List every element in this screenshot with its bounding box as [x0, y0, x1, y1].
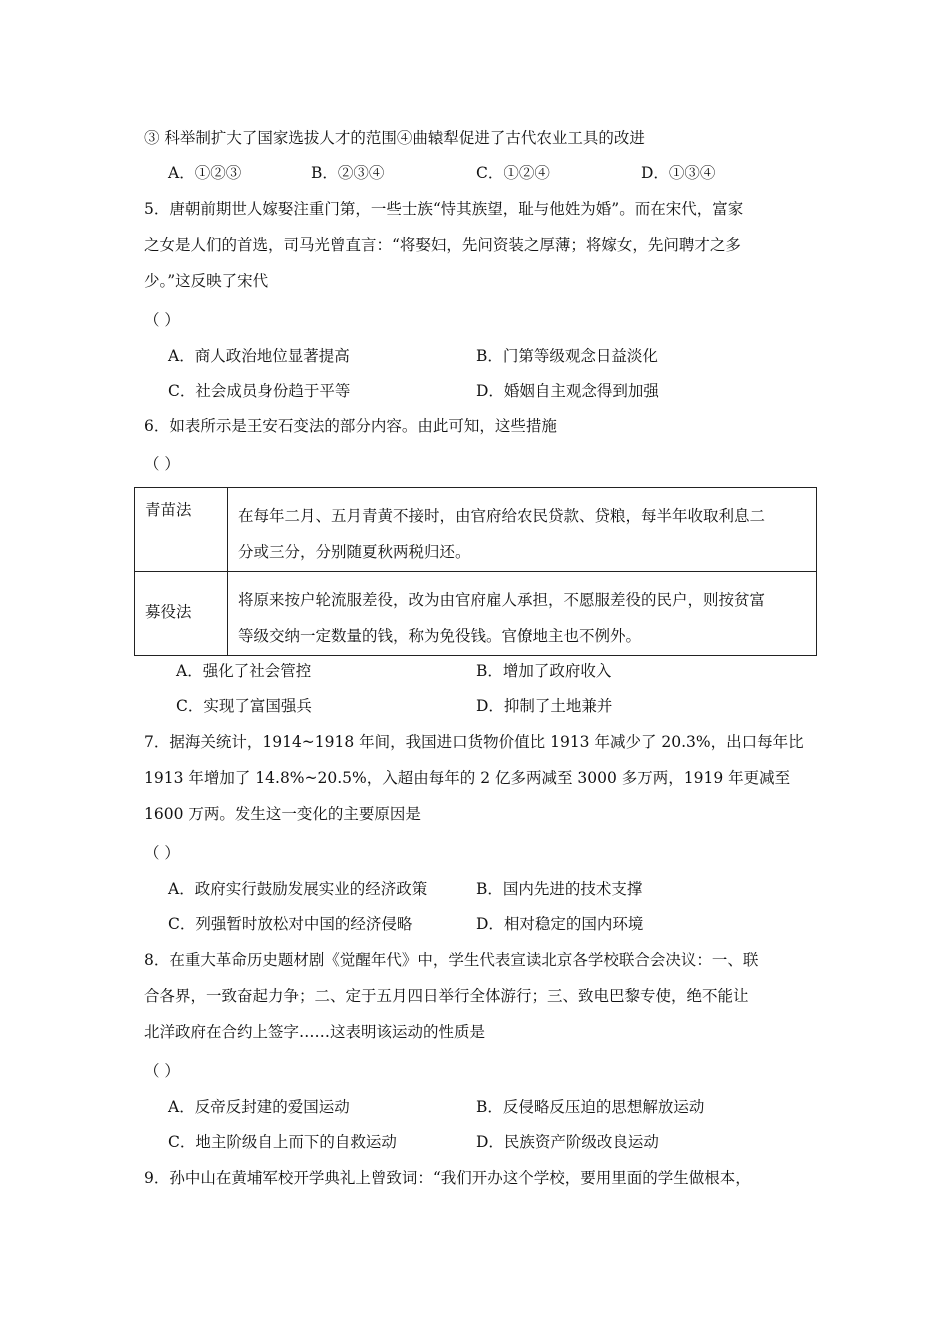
q4-option-b[interactable]: B．②③④ [311, 164, 385, 182]
q8-option-a[interactable]: A．反帝反封建的爱国运动 [168, 1098, 350, 1116]
table-cell-desc-line: 在每年二月、五月青黄不接时，由官府给农民贷款、贷粮，每半年收取利息二 [238, 507, 766, 525]
q4-option-c[interactable]: C．①②④ [476, 164, 550, 182]
table-row [135, 572, 817, 656]
q6-stem: 6．如表所示是王安石变法的部分内容。由此可知，这些措施 [144, 417, 557, 435]
q7-stem-line-3: 1600 万两。发生这一变化的主要原因是 [144, 805, 421, 823]
q8-option-b[interactable]: B．反侵略反压迫的思想解放运动 [476, 1098, 705, 1116]
q5-stem-line-2: 之女是人们的首选，司马光曾直言：“将娶妇，先问资装之厚薄；将嫁女，先问聘才之多 [144, 236, 741, 254]
q5-stem-line-3: 少。”这反映了宋代 [144, 272, 269, 290]
q6-option-a[interactable]: A．强化了社会管控 [176, 662, 312, 680]
q6-answer-blank: （ ） [144, 455, 180, 473]
q7-stem-line-2: 1913 年增加了 14.8%~20.5%，入超由每年的 2 亿多两减至 3000 多万两，1919 年更减至 [144, 769, 791, 787]
table-cell-desc-line: 将原来按户轮流服差役，改为由官府雇人承担，不愿服差役的民户，则按贫富 [238, 591, 766, 609]
q7-option-b[interactable]: B．国内先进的技术支撑 [476, 880, 643, 898]
q9-stem-line-1: 9．孙中山在黄埔军校开学典礼上曾致词：“我们开办这个学校，要用里面的学生做根本， [144, 1169, 751, 1187]
q8-stem-line-3: 北洋政府在合约上签字……这表明该运动的性质是 [144, 1023, 486, 1041]
q4-option-d[interactable]: D．①③④ [641, 164, 716, 182]
q6-option-c[interactable]: C．实现了富国强兵 [176, 697, 312, 715]
q8-answer-blank: （ ） [144, 1062, 180, 1080]
table-cell-name: 募役法 [145, 603, 192, 621]
q7-answer-blank: （ ） [144, 844, 180, 862]
q5-option-a[interactable]: A．商人政治地位显著提高 [168, 347, 350, 365]
q6-option-d[interactable]: D．抑制了土地兼并 [476, 697, 613, 715]
table-row [135, 488, 817, 572]
q4-statement: ③ 科举制扩大了国家选拔人才的范围④曲辕犁促进了古代农业工具的改进 [144, 129, 645, 147]
q5-stem-line-1: 5．唐朝前期世人嫁娶注重门第，一些士族“恃其族望，耻与他姓为婚”。而在宋代，富家 [144, 200, 744, 218]
table-cell-desc-line: 等级交纳一定数量的钱，称为免役钱。官僚地主也不例外。 [238, 627, 642, 645]
reform-table [134, 487, 817, 656]
q5-answer-blank: （ ） [144, 311, 180, 329]
q5-option-c[interactable]: C．社会成员身份趋于平等 [168, 382, 351, 400]
table-cell-desc-line: 分或三分，分别随夏秋两税归还。 [238, 543, 471, 561]
table-cell-name: 青苗法 [145, 501, 192, 519]
q7-option-c[interactable]: C．列强暂时放松对中国的经济侵略 [168, 915, 413, 933]
q7-stem-line-1: 7．据海关统计，1914~1918 年间，我国进口货物价值比 1913 年减少了 20.3%，出口每年比 [144, 733, 804, 751]
q4-option-a[interactable]: A．①②③ [168, 164, 242, 182]
q7-option-a[interactable]: A．政府实行鼓励发展实业的经济政策 [168, 880, 428, 898]
q8-stem-line-2: 合各界，一致奋起力争；二、定于五月四日举行全体游行；三、致电巴黎专使，绝不能让 [144, 987, 749, 1005]
q7-option-d[interactable]: D．相对稳定的国内环境 [476, 915, 644, 933]
q6-option-b[interactable]: B．增加了政府收入 [476, 662, 612, 680]
q8-option-c[interactable]: C．地主阶级自上而下的自救运动 [168, 1133, 397, 1151]
q8-option-d[interactable]: D．民族资产阶级改良运动 [476, 1133, 659, 1151]
q8-stem-line-1: 8．在重大革命历史题材剧《觉醒年代》中，学生代表宣读北京各学校联合会决议：一、联 [144, 951, 759, 969]
q5-option-d[interactable]: D．婚姻自主观念得到加强 [476, 382, 659, 400]
q5-option-b[interactable]: B．门第等级观念日益淡化 [476, 347, 658, 365]
